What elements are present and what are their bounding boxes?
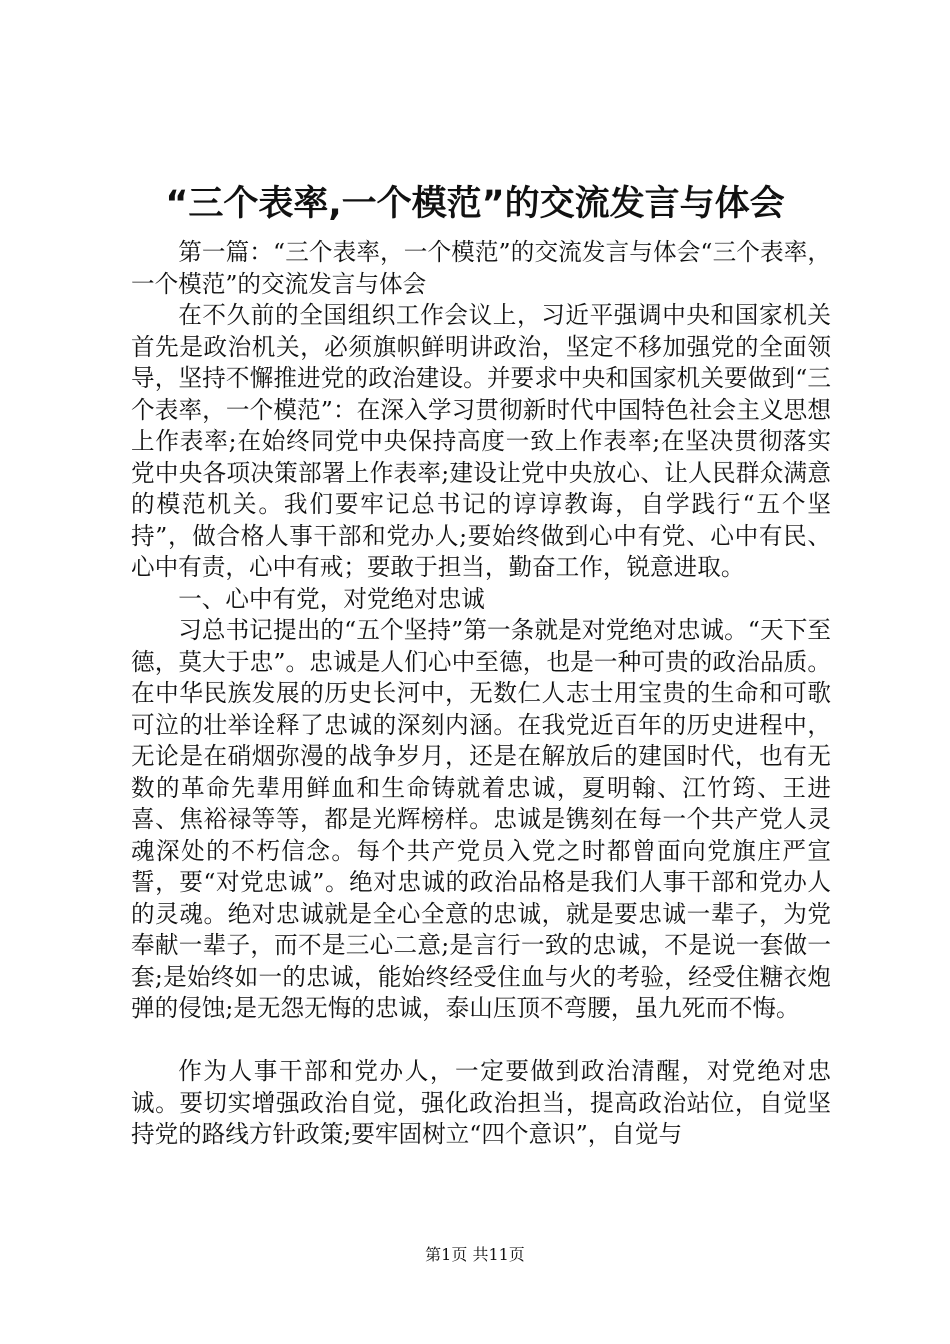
- document-title: “三个表率,一个模范”的交流发言与体会: [165, 184, 785, 224]
- paragraph-spacer: [131, 1025, 831, 1057]
- document-body: [131, 237, 831, 1151]
- paragraph-intro: 第一篇：“三个表率，一个模范”的交流发言与体会“三个表率，一个模范”的交流发言与体会: [131, 238, 831, 298]
- section-heading-1: 一、心中有党，对党绝对忠诚: [178, 584, 485, 613]
- page-number-footer: 第1页 共11页: [425, 1245, 525, 1264]
- paragraph-loyalty: 习总书记提出的“五个坚持”第一条就是对党绝对忠诚。“天下至德，莫大于忠”。忠诚是人们心中至德，也是一种可贵的政治品质。在中华民族发展的历史长河中，无数仁人志士用宝贵的生命和可歌可泣的壮举诠释了忠诚的深刻内涵。在我党近百年的历史进程中，无论是在硝烟弥漫的战争岁月，还是在解放后的建国时代，也有无数的革命先辈用鲜血和生命铸就着忠诚，夏明翰、江竹筠、王进喜、焦裕禄等等，都是光辉榜样。忠诚是镌刻在每一个共产党人灵魂深处的不朽信念。每个共产党员入党之时都曾面向党旗庄严宣誓，要“对党忠诚”。绝对忠诚的政治品格是我们人事干部和党办人的灵魂。绝对忠诚就是全心全意的忠诚，就是要忠诚一辈子，为党奉献一辈子，而不是三心二意;是言行一致的忠诚，不是说一套做一套;是始终如一的忠诚，能始终经受住血与火的考验，经受住糖衣炮弹的侵蚀;是无怨无悔的忠诚，泰山压顶不弯腰，虽九死而不悔。: [131, 616, 831, 1022]
- paragraph-requirements: 作为人事干部和党办人，一定要做到政治清醒，对党绝对忠诚。要切实增强政治自觉，强化政治担当，提高政治站位，自觉坚持党的路线方针政策;要牢固树立“四个意识”，自觉与: [131, 1057, 831, 1148]
- paragraph-background: 在不久前的全国组织工作会议上，习近平强调中央和国家机关首先是政治机关，必须旗帜鲜明讲政治，坚定不移加强党的全面领导，坚持不懈推进党的政治建设。并要求中央和国家机关要做到“三个表率，一个模范”：在深入学习贯彻新时代中国特色社会主义思想上作表率;在始终同党中央保持高度一致上作表率;在坚决贯彻落实党中央各项决策部署上作表率;建设让党中央放心、让人民群众满意的模范机关。我们要牢记总书记的谆谆教诲，自学践行“五个坚持”，做合格人事干部和党办人;要始终做到心中有党、心中有民、心中有责，心中有戒；要敢于担当，勤奋工作，锐意进取。: [131, 301, 831, 581]
